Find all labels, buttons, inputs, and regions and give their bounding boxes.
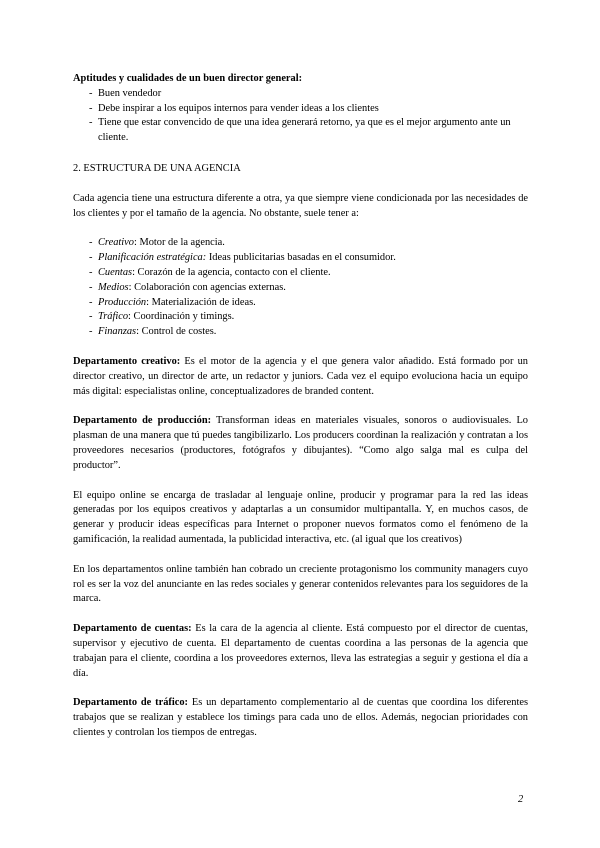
list-item: - Producción: Materialización de ideas. xyxy=(89,296,256,308)
list-item: - Cuentas: Corazón de la agencia, contacto con el cliente. xyxy=(89,266,331,278)
list-item: - Buen vendedor xyxy=(89,87,162,99)
list-item: - Creativo: Motor de la agencia. xyxy=(89,237,225,249)
paragraph-trafico: Departamento de tráfico: Es un departamento complementario al de cuentas que coordina los diferentes trabajos que se realizan y establece los timings para cada uno de ellos. Además, negocian prioridades con clientes y controlan los tiempos de entregas. xyxy=(73,697,528,738)
aptitudes-list xyxy=(73,87,528,146)
list-item: - Planificación estratégica: Ideas publicitarias basadas en el consumidor. xyxy=(89,252,396,264)
list-item: - Tiene que estar convencido de que una idea generará retorno, ya que es el mejor argumento ante un cliente. xyxy=(89,117,511,144)
list-item: - Tráfico: Coordinación y timings. xyxy=(89,311,235,323)
section-intro: Cada agencia tiene una estructura diferente a otra, ya que siempre viene condicionada por las necesidades de los clientes y por el tamaño de la agencia. No obstante, suele tener a: xyxy=(73,192,528,219)
list-item: - Debe inspirar a los equipos internos para vender ideas a los clientes xyxy=(89,102,379,114)
page-number: 2 xyxy=(518,794,524,805)
structure-list xyxy=(73,236,528,340)
paragraph-online-2: En los departamentos online también han cobrado un creciente protagonismo los community managers cuyo rol es ser la voz del anunciante en las redes sociales y generar contenidos relevantes para los seguidores de la marca. xyxy=(73,563,528,605)
list-item: - Medios: Colaboración con agencias externas. xyxy=(89,281,286,293)
page-content xyxy=(73,72,528,741)
paragraph-cuentas: Departamento de cuentas: Es la cara de la agencia al cliente. Está compuesto por el director de cuentas, supervisor y ejecutivo de cuenta. El departamento de cuentas coordina a las personas de la agencia que trabajan para el cliente, coordina a los proveedores externos, lleva las estrategias a seguir y gestiona el día a día. xyxy=(73,623,528,679)
paragraph-online-1: El equipo online se encarga de trasladar al lenguaje online, producir y programar para la red las ideas generadas por los equipos creativos y adaptarlas a un consumidor multipantalla. Y, en muchos casos, de generar y producir ideas específicas para Internet o proponer nuevos formatos como el fenómeno de la gamificación, la realidad aumentada, la publicidad interactiva, etc. (al igual que los creativos) xyxy=(73,489,528,545)
paragraph-creativo: Departamento creativo: Es el motor de la agencia y el que genera valor añadido. Está formado por un director creativo, un director de arte, un redactor y juniors. Cada vez el equipo evoluciona hacia un equipo más digital: especialistas online, conceptualizadores de branded content. xyxy=(73,355,529,397)
section-title: 2. ESTRUCTURA DE UNA AGENCIA xyxy=(73,162,241,174)
paragraph-produccion: Departamento de producción: Transforman ideas en materiales visuales, sonoros o audiovisuales. Lo plasman de una manera que tú puedes tangibilizarlo. Los producers coordinan la realización y contratan a los proveedores necesarios (productores, fotógrafos y dibujantes). “Como algo salga mal es culpa del productor”. xyxy=(73,415,528,471)
aptitudes-heading: Aptitudes y cualidades de un buen director general: xyxy=(73,73,303,84)
list-item: - Finanzas: Control de costes. xyxy=(89,326,217,338)
